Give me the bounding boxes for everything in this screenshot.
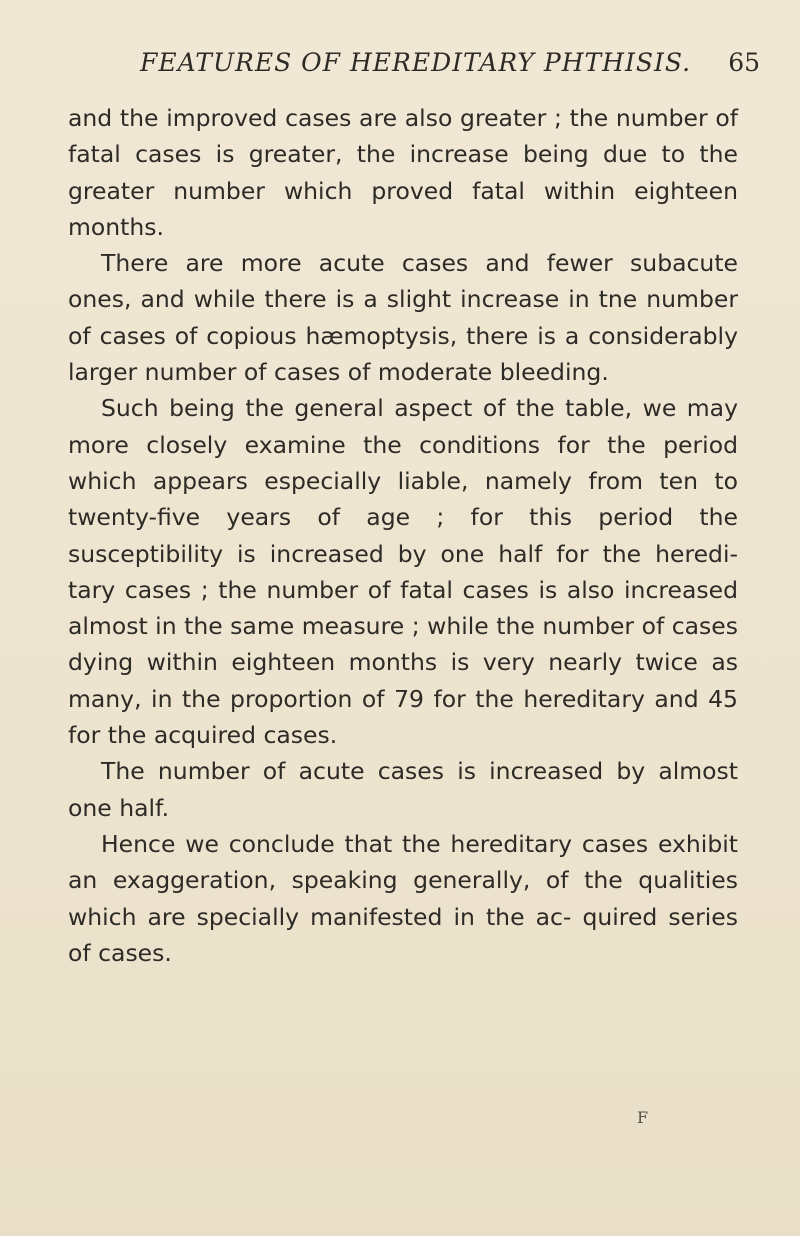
paragraph-5: Hence we conclude that the hereditary cases exhibit an exaggeration, speaking generally, of the qualities which are specially manifested in the ac- quired series of cases. [68,829,738,967]
signature-mark: F [637,1108,649,1127]
page-number: 65 [728,48,760,77]
page-header [140,48,760,88]
running-head-title: FEATURES OF HEREDITARY PHTHISIS. [140,48,692,77]
paragraph-2: There are more acute cases and fewer subacute ones, and while there is a slight increase in tne number of cases of copious hæmoptysis, there is a considerably larger number of cases of moderate bleeding. [68,249,738,387]
body-text [68,100,738,971]
paragraph-1: and the improved cases are also greater ; the number of fatal cases is greater, the increase being due to the greater number which proved fatal within eighteen months. [68,104,738,241]
paragraph-3: Such being the general aspect of the table, we may more closely examine the conditions for the period which appears especially liable, namely from ten to twenty-five years of age ; for this period the susceptibility is increased by one half for the heredi- tary cases ; the number of fatal cases is also increased almost in the same measure ; while the number of cases dying within eighteen months is very nearly twice as many, in the proportion of 79 for the hereditary and 45 for the acquired cases. [68,394,738,750]
paragraph-4: The number of acute cases is increased by almost one half. [68,757,738,822]
